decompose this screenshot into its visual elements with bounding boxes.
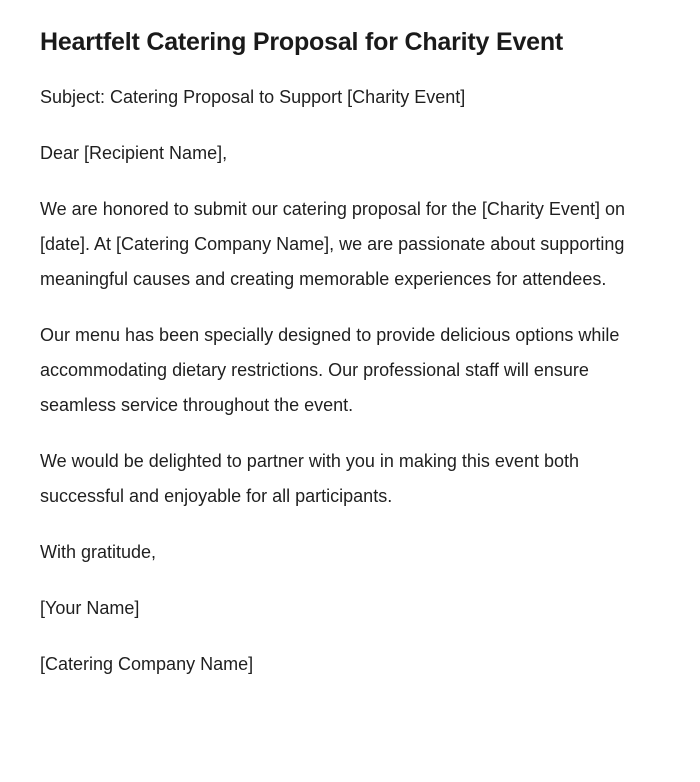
- document-body: [40, 80, 662, 682]
- subject-line: Subject: Catering Proposal to Support [Charity Event]: [40, 87, 466, 107]
- page-title: Heartfelt Catering Proposal for Charity Event: [40, 28, 564, 56]
- body-paragraph-2: Our menu has been specially designed to provide delicious options while accommodating dietary restrictions. Our professional staff will ensure seamless service throughout the event.: [40, 325, 620, 415]
- signature-company: [Catering Company Name]: [40, 654, 254, 674]
- body-paragraph-1: We are honored to submit our catering proposal for the [Charity Event] on [date]. At [Catering Company Name], we are passionate about supporting meaningful causes and creating memorable experiences for attendees.: [40, 199, 625, 289]
- salutation-line: Dear [Recipient Name],: [40, 143, 228, 163]
- body-paragraph-3: We would be delighted to partner with you in making this event both successful and enjoyable for all participants.: [40, 451, 579, 506]
- closing-line: With gratitude,: [40, 542, 157, 562]
- signature-name: [Your Name]: [40, 598, 140, 618]
